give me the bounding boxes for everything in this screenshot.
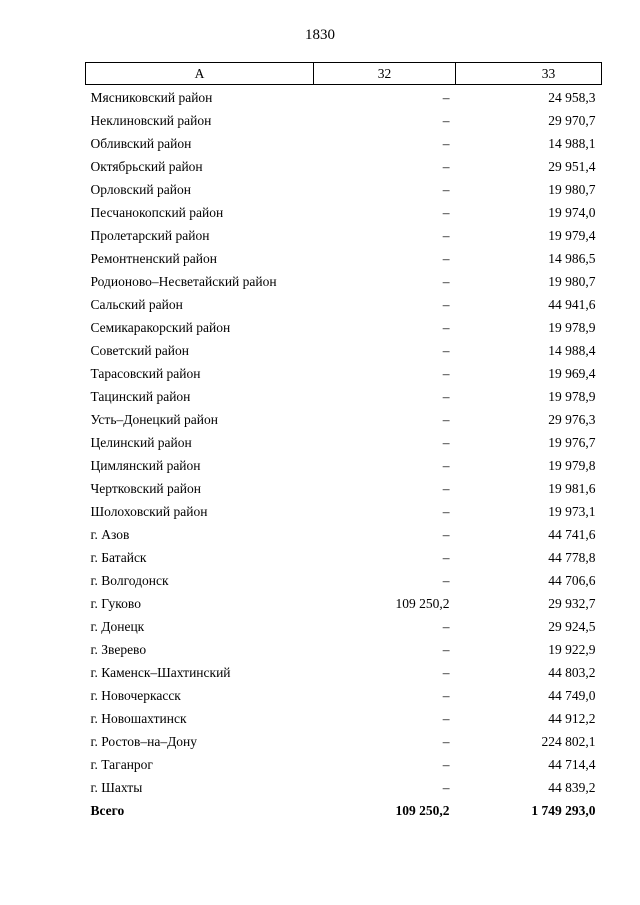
row-value-33: 14 986,5 [548, 250, 596, 266]
row-value-32: – [442, 181, 450, 197]
row-value-33: 19 969,4 [548, 365, 596, 381]
row-value-32: – [442, 756, 450, 772]
row-name: Целинский район [90, 434, 192, 450]
table-row [86, 730, 602, 753]
row-name: г. Донецк [90, 618, 145, 634]
table-row [86, 753, 602, 776]
row-value-32: – [442, 411, 450, 427]
row-name: Ремонтненский район [90, 250, 217, 266]
row-name: г. Волгодонск [90, 572, 169, 588]
row-value-32: – [442, 549, 450, 565]
row-name: Сальский район [90, 296, 183, 312]
header-col-a: А [86, 63, 314, 85]
row-name: г. Зверево [90, 641, 147, 657]
row-value-33: 44 941,6 [548, 296, 596, 312]
row-value-32: – [442, 503, 450, 519]
table-row [86, 477, 602, 500]
row-name: Тацинский район [90, 388, 191, 404]
row-value-32: – [442, 664, 450, 680]
row-name: Песчанокопский район [90, 204, 224, 220]
row-value-32: – [442, 618, 450, 634]
row-name: г. Ростов–на–Дону [90, 733, 198, 749]
row-value-33: 19 980,7 [548, 273, 596, 289]
total-label: Всего [90, 802, 125, 818]
table-row [86, 270, 602, 293]
row-name: Октябрьский район [90, 158, 203, 174]
row-value-33: 44 912,2 [548, 710, 596, 726]
row-name: г. Каменск–Шахтинский [90, 664, 231, 680]
row-value-32: – [442, 388, 450, 404]
table-row [86, 85, 602, 110]
row-value-33: 14 988,1 [548, 135, 596, 151]
row-value-33: 224 802,1 [541, 733, 596, 749]
row-name: Родионово–Несветайский район [90, 273, 277, 289]
table-row [86, 431, 602, 454]
row-name: Семикаракорский район [90, 319, 231, 335]
table-row [86, 178, 602, 201]
table-row [86, 362, 602, 385]
row-value-32: – [442, 112, 450, 128]
page-number: 1830 [305, 27, 335, 43]
row-value-32: – [442, 296, 450, 312]
table-row [86, 500, 602, 523]
row-value-33: 29 976,3 [548, 411, 596, 427]
row-value-32: – [442, 457, 450, 473]
row-name: Чертковский район [90, 480, 201, 496]
table-row [86, 385, 602, 408]
row-name: г. Таганрог [90, 756, 153, 772]
budget-table [85, 62, 602, 822]
row-value-32: – [442, 710, 450, 726]
table-header [86, 63, 602, 85]
table-row [86, 661, 602, 684]
row-value-33: 24 958,3 [548, 89, 596, 105]
table-row [86, 454, 602, 477]
table-row [86, 132, 602, 155]
table-row [86, 569, 602, 592]
row-name: г. Новошахтинск [90, 710, 187, 726]
row-value-33: 19 922,9 [548, 641, 596, 657]
row-value-32: – [442, 779, 450, 795]
row-value-33: 44 706,6 [548, 572, 596, 588]
table-row [86, 408, 602, 431]
table-row [86, 155, 602, 178]
table-row [86, 615, 602, 638]
table-row [86, 201, 602, 224]
table-body [86, 85, 602, 823]
table-row [86, 316, 602, 339]
table-row [86, 546, 602, 569]
row-value-33: 29 924,5 [548, 618, 596, 634]
row-value-32: – [442, 273, 450, 289]
row-value-33: 19 974,0 [548, 204, 596, 220]
row-value-32: – [442, 526, 450, 542]
row-value-32: – [442, 434, 450, 450]
row-value-33: 44 778,8 [548, 549, 596, 565]
row-name: Неклиновский район [90, 112, 212, 128]
row-value-33: 19 976,7 [548, 434, 596, 450]
row-name: Обливский район [90, 135, 192, 151]
row-name: Усть–Донецкий район [90, 411, 218, 427]
row-value-33: 44 803,2 [548, 664, 596, 680]
total-value-32: 109 250,2 [395, 802, 450, 818]
row-value-33: 19 973,1 [548, 503, 596, 519]
row-name: Тарасовский район [90, 365, 201, 381]
row-value-32: – [442, 319, 450, 335]
row-value-32: – [442, 687, 450, 703]
row-value-32: – [442, 227, 450, 243]
row-name: г. Азов [90, 526, 130, 542]
row-value-33: 19 980,7 [548, 181, 596, 197]
table-row [86, 224, 602, 247]
row-value-33: 29 970,7 [548, 112, 596, 128]
row-value-33: 19 979,4 [548, 227, 596, 243]
row-value-33: 29 951,4 [548, 158, 596, 174]
header-col-33: 33 [456, 63, 602, 85]
row-value-33: 14 988,4 [548, 342, 596, 358]
row-name: г. Шахты [90, 779, 143, 795]
row-value-32: – [442, 135, 450, 151]
table-row [86, 684, 602, 707]
table-row [86, 523, 602, 546]
row-value-33: 44 714,4 [548, 756, 596, 772]
row-value-32: – [442, 480, 450, 496]
row-value-33: 44 741,6 [548, 526, 596, 542]
total-row [86, 799, 602, 822]
row-name: Мясниковский район [90, 89, 213, 105]
row-value-33: 44 749,0 [548, 687, 596, 703]
total-value-33: 1 749 293,0 [531, 802, 596, 818]
row-value-32: – [442, 641, 450, 657]
table-row [86, 293, 602, 316]
row-value-32: – [442, 89, 450, 105]
header-col-32: 32 [314, 63, 456, 85]
row-value-32: – [442, 342, 450, 358]
table-row [86, 247, 602, 270]
row-name: Пролетарский район [90, 227, 210, 243]
row-name: г. Новочеркасск [90, 687, 181, 703]
row-name: г. Батайск [90, 549, 147, 565]
table-row [86, 707, 602, 730]
row-value-32: – [442, 365, 450, 381]
row-name: Цимлянский район [90, 457, 201, 473]
row-value-33: 19 978,9 [548, 388, 596, 404]
table-row [86, 638, 602, 661]
row-value-32: – [442, 572, 450, 588]
table-row [86, 109, 602, 132]
row-value-33: 19 978,9 [548, 319, 596, 335]
table-row [86, 339, 602, 362]
table-row [86, 776, 602, 799]
row-value-32: – [442, 733, 450, 749]
row-value-33: 44 839,2 [548, 779, 596, 795]
table-row [86, 592, 602, 615]
row-value-32: – [442, 204, 450, 220]
row-value-33: 29 932,7 [548, 595, 596, 611]
row-name: г. Гуково [90, 595, 141, 611]
row-value-32: 109 250,2 [395, 595, 450, 611]
row-name: Орловский район [90, 181, 191, 197]
row-value-32: – [442, 158, 450, 174]
row-value-32: – [442, 250, 450, 266]
row-name: Советский район [90, 342, 189, 358]
row-value-33: 19 979,8 [548, 457, 596, 473]
row-name: Шолоховский район [90, 503, 208, 519]
row-value-33: 19 981,6 [548, 480, 596, 496]
